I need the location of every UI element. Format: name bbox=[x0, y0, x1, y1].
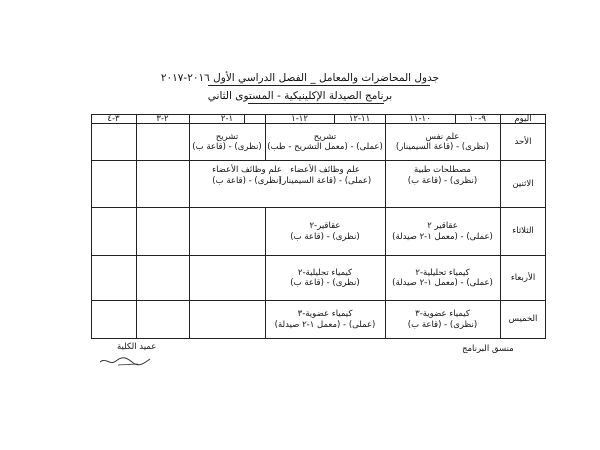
course-name: كيمياء تحليلية-٢ bbox=[415, 267, 470, 278]
session-cell bbox=[385, 124, 500, 160]
course-name: علم وظائف الأعضاء bbox=[290, 165, 360, 175]
course-name: علم وظائف الأعضاء bbox=[212, 165, 282, 175]
course-name: تشريح bbox=[313, 131, 337, 142]
header-slot-9-10: ٩-١٠ bbox=[469, 114, 486, 125]
course-name: عقاقير ٢ bbox=[427, 221, 458, 231]
header-slot-12-1: ١٢-١ bbox=[291, 114, 308, 125]
title-underline bbox=[208, 85, 430, 86]
course-details: (عملى) - (معمل ١-٢ صيدلة) bbox=[392, 278, 493, 288]
course-name: كيمياء عضوية-٣ bbox=[415, 309, 470, 319]
session-cell bbox=[385, 301, 500, 338]
course-details: (نظرى) - (قاعة ب) bbox=[407, 319, 478, 330]
session-cell bbox=[265, 256, 385, 300]
header-slot-3-4: ٣-٤ bbox=[107, 114, 120, 125]
course-name: علم نفس bbox=[425, 131, 460, 142]
session-cell bbox=[265, 301, 385, 338]
course-name: تشريح bbox=[215, 131, 239, 142]
course-details: (عملى) - (قاعة السيمينار) bbox=[278, 175, 372, 186]
course-name: عقاقير-٢ bbox=[309, 221, 341, 231]
header-day: اليوم bbox=[514, 114, 532, 125]
header-slot-2-3: ٢-٣ bbox=[156, 114, 169, 125]
day-wednesday: الأربعاء bbox=[510, 272, 536, 283]
course-name: كيمياء تحليلية-٢ bbox=[297, 267, 353, 278]
header-slot-1-2: ١-٢ bbox=[220, 114, 234, 125]
course-details: (نظرى) - (قاعة ب) bbox=[192, 142, 262, 152]
coordinator-signature-label: منسق البرنامج bbox=[462, 344, 514, 354]
header-slot-11-12: ١١-١٢ bbox=[348, 114, 371, 125]
course-details: (نظرى) - (قاعة ب) bbox=[290, 278, 360, 288]
course-details: (نظرى) - (قاعة ب) bbox=[212, 175, 282, 186]
header-slot-10-11: ١٠-١١ bbox=[409, 114, 431, 125]
course-details: (نظرى) - (قاعة ب) bbox=[407, 175, 478, 186]
dean-signature-scribble bbox=[98, 353, 158, 369]
subtitle-underline bbox=[248, 103, 384, 104]
schedule-title: جدول المحاضرات والمعامل _ الفصل الدراسي الأول ٢٠١٦-٢٠١٧ bbox=[160, 72, 440, 84]
course-name: مصطلحات طبية bbox=[414, 165, 471, 175]
dean-signature-label: عميد الكلية bbox=[117, 342, 157, 352]
course-name: كيمياء عضوية-٣ bbox=[297, 309, 353, 319]
program-subtitle: برنامج الصيدلة الإكلينيكية - المستوى الثاني bbox=[207, 90, 393, 102]
session-cell bbox=[385, 161, 500, 207]
session-cell bbox=[265, 161, 385, 207]
course-details: (عملى) - (معمل التشريح - طب) bbox=[267, 142, 383, 152]
session-cell bbox=[265, 124, 385, 160]
session-cell bbox=[189, 161, 282, 207]
session-cell bbox=[189, 124, 265, 160]
course-details: (عملى) - (معمل ١-٢ صيدلة) bbox=[392, 231, 493, 242]
course-details: (نظرى) - (قاعة ب) bbox=[290, 231, 360, 242]
day-monday: الاثنين bbox=[512, 178, 534, 189]
session-cell bbox=[265, 208, 385, 255]
course-details: (عملى) - (معمل ١-٢ صيدلة) bbox=[274, 319, 376, 330]
day-sunday: الأحد bbox=[514, 136, 532, 147]
session-cell bbox=[385, 256, 500, 300]
session-cell bbox=[385, 208, 500, 255]
course-details: (نظرى) - (قاعة السيمينار) bbox=[395, 142, 490, 152]
day-tuesday: الثلاثاء bbox=[512, 226, 534, 237]
day-thursday: الخميس bbox=[508, 314, 538, 325]
